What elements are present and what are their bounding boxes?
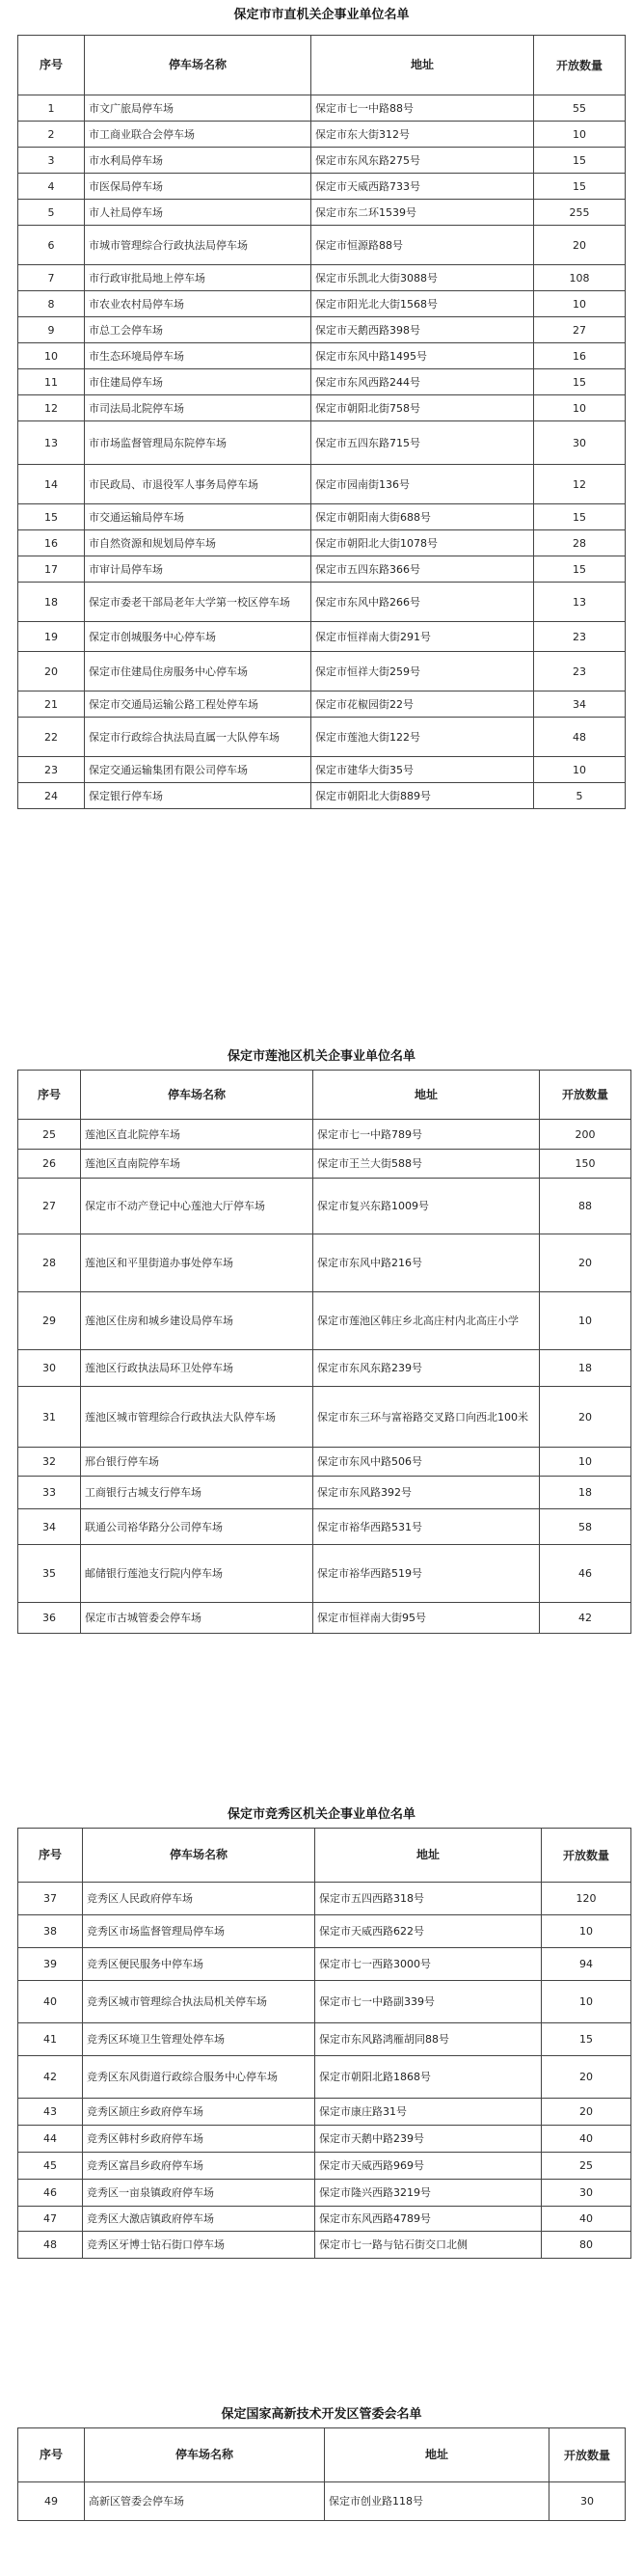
lot-name-cell: 竞秀区市场监督管理局停车场 [83, 1915, 315, 1948]
serial-cell: 27 [18, 1179, 81, 1234]
table-row [18, 556, 626, 583]
table-row [18, 1545, 631, 1603]
serial-cell: 48 [18, 2232, 83, 2259]
section-title: 保定市竞秀区机关企事业单位名单 [227, 1807, 415, 1822]
header-serial: 序号 [18, 2428, 85, 2482]
capacity-cell: 12 [534, 465, 626, 504]
serial-cell: 36 [18, 1603, 81, 1634]
lot-name-cell: 保定银行停车场 [85, 783, 311, 809]
header-address: 地址 [315, 1829, 542, 1883]
lot-name-cell: 市审计局停车场 [85, 556, 311, 583]
header-address: 地址 [313, 1071, 540, 1120]
address-cell: 保定市五四西路318号 [315, 1883, 542, 1915]
address-cell: 保定市莲池大街122号 [311, 718, 534, 757]
table-row [18, 1448, 631, 1477]
serial-cell: 2 [18, 122, 85, 148]
serial-cell: 15 [18, 504, 85, 530]
table-row [18, 652, 626, 691]
table-row [18, 343, 626, 369]
lot-name-cell: 工商银行古城支行停车场 [81, 1477, 313, 1509]
serial-cell: 9 [18, 317, 85, 343]
capacity-cell: 15 [534, 556, 626, 583]
lot-name-cell: 市总工会停车场 [85, 317, 311, 343]
address-cell: 保定市朝阳北大街889号 [311, 783, 534, 809]
lot-name-cell: 保定市住建局住房服务中心停车场 [85, 652, 311, 691]
capacity-cell: 10 [542, 1981, 631, 2023]
header-capacity: 开放数量 [549, 2428, 626, 2482]
header-lot-name: 停车场名称 [81, 1071, 313, 1120]
serial-cell: 17 [18, 556, 85, 583]
table-row [18, 783, 626, 809]
address-cell: 保定市东二环1539号 [311, 200, 534, 226]
table-row [18, 1120, 631, 1150]
address-cell: 保定市东风中路1495号 [311, 343, 534, 369]
table-row [18, 504, 626, 530]
serial-cell: 5 [18, 200, 85, 226]
table-row [18, 174, 626, 200]
capacity-cell: 120 [542, 1883, 631, 1915]
address-cell: 保定市花椒园街22号 [311, 691, 534, 718]
serial-cell: 20 [18, 652, 85, 691]
header-serial: 序号 [18, 36, 85, 95]
lot-name-cell: 莲池区行政执法局环卫处停车场 [81, 1350, 313, 1387]
table-row [18, 2126, 631, 2153]
capacity-cell: 200 [540, 1120, 631, 1150]
table-row [18, 757, 626, 783]
parking-table [17, 1070, 631, 1634]
lot-name-cell: 市文广旅局停车场 [85, 95, 311, 122]
address-cell: 保定市园南街136号 [311, 465, 534, 504]
table-row [18, 2180, 631, 2207]
table-row [18, 200, 626, 226]
capacity-cell: 20 [542, 2099, 631, 2126]
table-row [18, 691, 626, 718]
address-cell: 保定市复兴东路1009号 [313, 1179, 540, 1234]
address-cell: 保定市东风中路266号 [311, 583, 534, 622]
serial-cell: 18 [18, 583, 85, 622]
capacity-cell: 108 [534, 265, 626, 291]
table-row [18, 2482, 626, 2521]
table-row [18, 2153, 631, 2180]
serial-cell: 23 [18, 757, 85, 783]
serial-cell: 43 [18, 2099, 83, 2126]
capacity-cell: 20 [540, 1387, 631, 1448]
capacity-cell: 27 [534, 317, 626, 343]
serial-cell: 47 [18, 2207, 83, 2232]
capacity-cell: 150 [540, 1150, 631, 1179]
table-row [18, 1350, 631, 1387]
parking-table [17, 35, 626, 809]
serial-cell: 26 [18, 1150, 81, 1179]
lot-name-cell: 市住建局停车场 [85, 369, 311, 395]
lot-name-cell: 市城市管理综合行政执法局停车场 [85, 226, 311, 265]
address-cell: 保定市朝阳南大街688号 [311, 504, 534, 530]
serial-cell: 45 [18, 2153, 83, 2180]
table-row [18, 421, 626, 465]
address-cell: 保定市恒源路88号 [311, 226, 534, 265]
lot-name-cell: 竞秀区韩村乡政府停车场 [83, 2126, 315, 2153]
capacity-cell: 23 [534, 652, 626, 691]
address-cell: 保定市东风中路506号 [313, 1448, 540, 1477]
lot-name-cell: 保定市行政综合执法局直属一大队停车场 [85, 718, 311, 757]
table-row [18, 1179, 631, 1234]
lot-name-cell: 莲池区和平里街道办事处停车场 [81, 1234, 313, 1292]
lot-name-cell: 竞秀区大激店镇政府停车场 [83, 2207, 315, 2232]
capacity-cell: 20 [534, 226, 626, 265]
table-header-row [18, 1071, 631, 1120]
address-cell: 保定市七一中路789号 [313, 1120, 540, 1150]
capacity-cell: 55 [534, 95, 626, 122]
table-row [18, 1883, 631, 1915]
capacity-cell: 15 [534, 148, 626, 174]
table-header-row [18, 36, 626, 95]
table-row [18, 1981, 631, 2023]
capacity-cell: 48 [534, 718, 626, 757]
capacity-cell: 42 [540, 1603, 631, 1634]
capacity-cell: 10 [534, 122, 626, 148]
lot-name-cell: 竞秀区富昌乡政府停车场 [83, 2153, 315, 2180]
capacity-cell: 94 [542, 1948, 631, 1981]
capacity-cell: 5 [534, 783, 626, 809]
address-cell: 保定市东风中路216号 [313, 1234, 540, 1292]
serial-cell: 14 [18, 465, 85, 504]
serial-cell: 22 [18, 718, 85, 757]
section-title: 保定市莲池区机关企事业单位名单 [227, 1049, 415, 1064]
header-lot-name: 停车场名称 [85, 2428, 325, 2482]
table-row [18, 718, 626, 757]
table-row [18, 2099, 631, 2126]
address-cell: 保定市创业路118号 [325, 2482, 549, 2521]
address-cell: 保定市东风路392号 [313, 1477, 540, 1509]
table-row [18, 1292, 631, 1350]
address-cell: 保定市东风路鸿雁胡同88号 [315, 2023, 542, 2056]
lot-name-cell: 保定交通运输集团有限公司停车场 [85, 757, 311, 783]
lot-name-cell: 市行政审批局地上停车场 [85, 265, 311, 291]
address-cell: 保定市康庄路31号 [315, 2099, 542, 2126]
address-cell: 保定市建华大街35号 [311, 757, 534, 783]
header-address: 地址 [311, 36, 534, 95]
serial-cell: 13 [18, 421, 85, 465]
capacity-cell: 34 [534, 691, 626, 718]
parking-table [17, 1828, 631, 2259]
address-cell: 保定市七一路与钻石街交口北侧 [315, 2232, 542, 2259]
address-cell: 保定市东风东路275号 [311, 148, 534, 174]
lot-name-cell: 保定市古城管委会停车场 [81, 1603, 313, 1634]
lot-name-cell: 保定市委老干部局老年大学第一校区停车场 [85, 583, 311, 622]
table-row [18, 1234, 631, 1292]
address-cell: 保定市朝阳北街758号 [311, 395, 534, 421]
serial-cell: 32 [18, 1448, 81, 1477]
lot-name-cell: 市农业农村局停车场 [85, 291, 311, 317]
address-cell: 保定市天鹅中路239号 [315, 2126, 542, 2153]
table-header-row [18, 1829, 631, 1883]
address-cell: 保定市东风西路4789号 [315, 2207, 542, 2232]
table-row [18, 1509, 631, 1545]
section-title: 保定国家高新技术开发区管委会名单 [221, 2407, 422, 2422]
capacity-cell: 23 [534, 622, 626, 652]
serial-cell: 1 [18, 95, 85, 122]
address-cell: 保定市莲池区韩庄乡北高庄村内北高庄小学 [313, 1292, 540, 1350]
lot-name-cell: 联通公司裕华路分公司停车场 [81, 1509, 313, 1545]
serial-cell: 7 [18, 265, 85, 291]
capacity-cell: 18 [540, 1350, 631, 1387]
capacity-cell: 15 [534, 369, 626, 395]
lot-name-cell: 莲池区城市管理综合行政执法大队停车场 [81, 1387, 313, 1448]
lot-name-cell: 莲池区直南院停车场 [81, 1150, 313, 1179]
lot-name-cell: 竞秀区城市管理综合执法局机关停车场 [83, 1981, 315, 2023]
address-cell: 保定市天鹅西路398号 [311, 317, 534, 343]
serial-cell: 42 [18, 2056, 83, 2099]
lot-name-cell: 竞秀区一亩泉镇政府停车场 [83, 2180, 315, 2207]
lot-name-cell: 高新区管委会停车场 [85, 2482, 325, 2521]
capacity-cell: 80 [542, 2232, 631, 2259]
capacity-cell: 30 [549, 2482, 626, 2521]
serial-cell: 10 [18, 343, 85, 369]
lot-name-cell: 市市场监督管理局东院停车场 [85, 421, 311, 465]
capacity-cell: 40 [542, 2126, 631, 2153]
address-cell: 保定市王兰大街588号 [313, 1150, 540, 1179]
header-address: 地址 [325, 2428, 549, 2482]
address-cell: 保定市七一中路88号 [311, 95, 534, 122]
address-cell: 保定市恒祥大街259号 [311, 652, 534, 691]
header-capacity: 开放数量 [542, 1829, 631, 1883]
serial-cell: 29 [18, 1292, 81, 1350]
header-serial: 序号 [18, 1071, 81, 1120]
serial-cell: 19 [18, 622, 85, 652]
header-lot-name: 停车场名称 [85, 36, 311, 95]
address-cell: 保定市东三环与富裕路交叉路口向西北100米 [313, 1387, 540, 1448]
capacity-cell: 10 [534, 395, 626, 421]
capacity-cell: 30 [542, 2180, 631, 2207]
capacity-cell: 18 [540, 1477, 631, 1509]
lot-name-cell: 市自然资源和规划局停车场 [85, 530, 311, 556]
lot-name-cell: 市生态环境局停车场 [85, 343, 311, 369]
table-row [18, 2207, 631, 2232]
header-capacity: 开放数量 [534, 36, 626, 95]
header-serial: 序号 [18, 1829, 83, 1883]
capacity-cell: 15 [534, 174, 626, 200]
serial-cell: 6 [18, 226, 85, 265]
section-title: 保定市市直机关企事业单位名单 [233, 8, 410, 22]
serial-cell: 44 [18, 2126, 83, 2153]
address-cell: 保定市七一中路副339号 [315, 1981, 542, 2023]
address-cell: 保定市隆兴西路3219号 [315, 2180, 542, 2207]
serial-cell: 35 [18, 1545, 81, 1603]
table-row [18, 583, 626, 622]
address-cell: 保定市裕华西路531号 [313, 1509, 540, 1545]
capacity-cell: 10 [540, 1448, 631, 1477]
serial-cell: 11 [18, 369, 85, 395]
serial-cell: 30 [18, 1350, 81, 1387]
address-cell: 保定市七一西路3000号 [315, 1948, 542, 1981]
table-row [18, 1477, 631, 1509]
table-row [18, 1150, 631, 1179]
lot-name-cell: 竞秀区人民政府停车场 [83, 1883, 315, 1915]
table-row [18, 369, 626, 395]
table-row [18, 1603, 631, 1634]
lot-name-cell: 邮储银行莲池支行院内停车场 [81, 1545, 313, 1603]
serial-cell: 39 [18, 1948, 83, 1981]
table-row [18, 622, 626, 652]
capacity-cell: 40 [542, 2207, 631, 2232]
address-cell: 保定市五四东路366号 [311, 556, 534, 583]
table-row [18, 2056, 631, 2099]
serial-cell: 33 [18, 1477, 81, 1509]
serial-cell: 34 [18, 1509, 81, 1545]
capacity-cell: 255 [534, 200, 626, 226]
address-cell: 保定市五四东路715号 [311, 421, 534, 465]
serial-cell: 37 [18, 1883, 83, 1915]
address-cell: 保定市天威西路969号 [315, 2153, 542, 2180]
lot-name-cell: 竞秀区便民服务中停车场 [83, 1948, 315, 1981]
address-cell: 保定市东风西路244号 [311, 369, 534, 395]
capacity-cell: 88 [540, 1179, 631, 1234]
lot-name-cell: 保定市交通局运输公路工程处停车场 [85, 691, 311, 718]
address-cell: 保定市裕华西路519号 [313, 1545, 540, 1603]
capacity-cell: 20 [542, 2056, 631, 2099]
table-row [18, 317, 626, 343]
lot-name-cell: 市医保局停车场 [85, 174, 311, 200]
serial-cell: 46 [18, 2180, 83, 2207]
serial-cell: 3 [18, 148, 85, 174]
capacity-cell: 15 [542, 2023, 631, 2056]
serial-cell: 21 [18, 691, 85, 718]
address-cell: 保定市乐凯北大街3088号 [311, 265, 534, 291]
table-row [18, 265, 626, 291]
capacity-cell: 25 [542, 2153, 631, 2180]
table-row [18, 148, 626, 174]
lot-name-cell: 竞秀区环境卫生管理处停车场 [83, 2023, 315, 2056]
lot-name-cell: 竞秀区颉庄乡政府停车场 [83, 2099, 315, 2126]
lot-name-cell: 市工商业联合会停车场 [85, 122, 311, 148]
lot-name-cell: 市人社局停车场 [85, 200, 311, 226]
table-row [18, 291, 626, 317]
capacity-cell: 16 [534, 343, 626, 369]
capacity-cell: 28 [534, 530, 626, 556]
address-cell: 保定市恒祥南大街291号 [311, 622, 534, 652]
lot-name-cell: 邢台银行停车场 [81, 1448, 313, 1477]
lot-name-cell: 竞秀区牙博士钻石街口停车场 [83, 2232, 315, 2259]
serial-cell: 31 [18, 1387, 81, 1448]
parking-table [17, 2427, 626, 2521]
capacity-cell: 13 [534, 583, 626, 622]
serial-cell: 12 [18, 395, 85, 421]
lot-name-cell: 莲池区住房和城乡建设局停车场 [81, 1292, 313, 1350]
lot-name-cell: 市水利局停车场 [85, 148, 311, 174]
serial-cell: 4 [18, 174, 85, 200]
table-row [18, 1387, 631, 1448]
table-row [18, 95, 626, 122]
lot-name-cell: 保定市不动产登记中心莲池大厅停车场 [81, 1179, 313, 1234]
address-cell: 保定市恒祥南大街95号 [313, 1603, 540, 1634]
serial-cell: 28 [18, 1234, 81, 1292]
serial-cell: 25 [18, 1120, 81, 1150]
capacity-cell: 15 [534, 504, 626, 530]
serial-cell: 40 [18, 1981, 83, 2023]
capacity-cell: 46 [540, 1545, 631, 1603]
table-row [18, 530, 626, 556]
table-row [18, 226, 626, 265]
capacity-cell: 20 [540, 1234, 631, 1292]
capacity-cell: 10 [534, 757, 626, 783]
address-cell: 保定市天威西路622号 [315, 1915, 542, 1948]
capacity-cell: 10 [534, 291, 626, 317]
capacity-cell: 30 [534, 421, 626, 465]
serial-cell: 49 [18, 2482, 85, 2521]
lot-name-cell: 竞秀区东风街道行政综合服务中心停车场 [83, 2056, 315, 2099]
capacity-cell: 10 [540, 1292, 631, 1350]
lot-name-cell: 莲池区直北院停车场 [81, 1120, 313, 1150]
table-row [18, 122, 626, 148]
table-row [18, 465, 626, 504]
serial-cell: 16 [18, 530, 85, 556]
address-cell: 保定市天威西路733号 [311, 174, 534, 200]
header-capacity: 开放数量 [540, 1071, 631, 1120]
capacity-cell: 10 [542, 1915, 631, 1948]
table-row [18, 1915, 631, 1948]
table-row [18, 2023, 631, 2056]
table-header-row [18, 2428, 626, 2482]
serial-cell: 38 [18, 1915, 83, 1948]
table-row [18, 2232, 631, 2259]
address-cell: 保定市朝阳北路1868号 [315, 2056, 542, 2099]
serial-cell: 41 [18, 2023, 83, 2056]
address-cell: 保定市阳光北大街1568号 [311, 291, 534, 317]
lot-name-cell: 市民政局、市退役军人事务局停车场 [85, 465, 311, 504]
serial-cell: 8 [18, 291, 85, 317]
table-row [18, 1948, 631, 1981]
lot-name-cell: 市司法局北院停车场 [85, 395, 311, 421]
table-row [18, 395, 626, 421]
address-cell: 保定市东大街312号 [311, 122, 534, 148]
address-cell: 保定市东风东路239号 [313, 1350, 540, 1387]
lot-name-cell: 市交通运输局停车场 [85, 504, 311, 530]
serial-cell: 24 [18, 783, 85, 809]
header-lot-name: 停车场名称 [83, 1829, 315, 1883]
address-cell: 保定市朝阳北大街1078号 [311, 530, 534, 556]
capacity-cell: 58 [540, 1509, 631, 1545]
lot-name-cell: 保定市创城服务中心停车场 [85, 622, 311, 652]
